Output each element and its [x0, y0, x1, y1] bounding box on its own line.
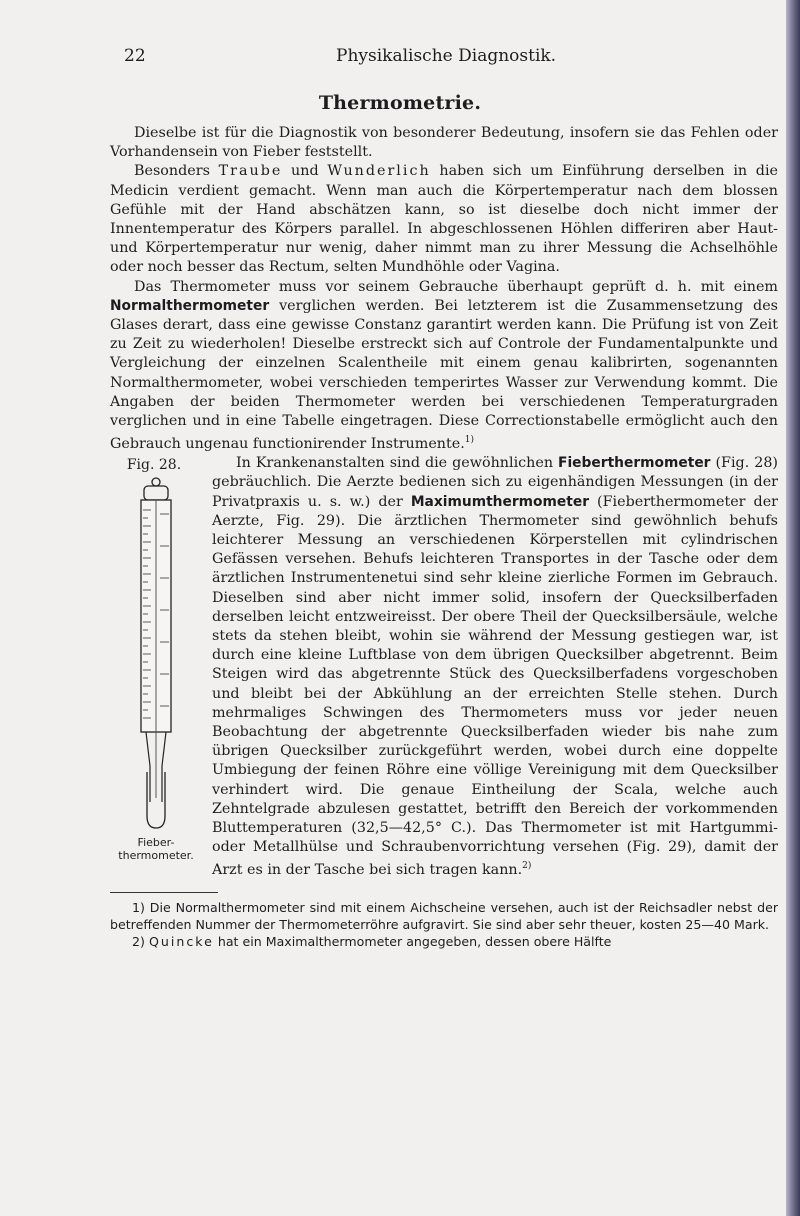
footnote-1: 1) Die Normalthermometer sind mit einem Aichscheine versehen, auch ist der Reichsadler nebst der betreffenden Nummer der Thermometerröhre aufgravirt. Sie sind aber sehr theuer, kosten 25—40 Mark.	[110, 900, 778, 933]
author-traube: Traube	[218, 163, 283, 180]
text-run: haben sich um Einführung derselben in die Medicin verdient gemacht. Wenn man auch die Körpertemperatur nach dem blossen Gefühle mit der Hand abschätzen kann, so ist dieselbe doch nicht immer der Innentemperatur des Körpers parallel. In abgeschlossenen Höhlen differiren aber Haut- und Körpertemperatur nur wenig, daher nimmt man zu ihrer Messung die Achselhöhle oder noch besser das Rectum, selten Mundhöhle oder Vagina.	[110, 163, 778, 276]
figure-label: Fig. 28.	[126, 457, 182, 474]
text-run: hat ein Maximalthermometer angegeben, dessen obere Hälfte	[213, 934, 612, 950]
text-run: verglichen werden. Bei letzterem ist die Zusammensetzung des Glases derart, dass eine gewisse Constanz garantirt werden kann. Die Prüfung ist von Zeit zu Zeit zu wiederholen! Dieselbe erstreckt sich auf Controle der Fundamentalpunkte und Vergleichung der einzelnen Scalentheile mit einem genau kalibrirten, sogenannten Normalthermometer, wobei verschieden temperirtes Wasser zur Verwendung kommt. Die Angaben der beiden Thermometer werden bei verschiedenen Temperaturgraden verglichen und in eine Tabelle eingetragen. Diese Correctionstabelle ermöglicht auch den Gebrauch ungenau functionirender Instrumente.	[110, 297, 778, 453]
fever-thermometer-illustration	[134, 476, 178, 832]
term-maximumthermometer: Maximumthermometer	[410, 493, 589, 510]
page-number: 22	[124, 46, 146, 66]
page-header	[110, 46, 760, 68]
footnote-2	[110, 933, 778, 950]
term-normalthermometer: Normalthermometer	[110, 297, 270, 314]
paragraph-2	[110, 162, 778, 277]
book-spine-edge	[786, 0, 800, 1216]
footnote-divider	[110, 892, 218, 893]
text-run: Das Thermometer muss vor seinem Gebrauche überhaupt geprüft d. h. mit einem	[134, 278, 778, 295]
author-quincke: Quincke	[148, 934, 214, 950]
text-run: und	[282, 163, 328, 180]
text-run: (Fieberthermometer der Aerzte, Fig. 29). Die ärztlichen Thermometer sind gewöhnlich behufs leichterer Messung an verschiedenen Körperstellen mit cylindrischen Gefässen versehen. Behufs leichteren Transportes in der Tasche oder dem ärztlichen Instrumentenetui sind sehr kleine zierliche Formen im Gebrauch. Dieselben sind aber nicht immer solid, insofern der Quecksilberfaden derselben leicht entzweireisst. Der obere Theil der Quecksilbersäule, welche stets da stehen bleibt, wohin sie während der Messung gestiegen war, ist durch eine kleine Luftblase von dem übrigen Quecksilber abgetrennt. Beim Steigen wird das abgetrennte Stück des Quecksilberfadens vorgeschoben und bleibt bei der Abkühlung an der erreichten Stelle stehen. Durch mehrmaliges Schwingen des Thermometers muss vor jeder neuen Beobachtung der abgetrennte Quecksilberfaden wieder bis nahe zum übrigen Quecksilber zurückgeführt werden, wobei durch eine doppelte Umbiegung der feinen Röhre eine völlige Vereinigung mit dem Quecksilber verhindert wird. Die genaue Eintheilung der Scala, welche auch Zehntelgrade abzulesen gestattet, betrifft den Bereich der vorkommenden Bluttemperaturen (32,5—42,5° C.). Das Thermometer ist mit Hartgummi- oder Metallhülse und Schraubenvorrichtung versehen (Fig. 29), damit der Arzt es in der Tasche bei sich tragen kann.	[212, 493, 778, 879]
footnotes	[110, 899, 778, 950]
paragraph-1: Dieselbe ist für die Diagnostik von besonderer Bedeutung, insofern sie das Fehlen oder Vorhandensein von Fieber feststellt.	[110, 125, 778, 161]
body-text	[110, 124, 778, 950]
author-wunderlich: Wunderlich	[327, 163, 431, 180]
text-run: Besonders	[134, 163, 219, 180]
figure-caption	[108, 836, 204, 862]
caption-line: Fieber-	[137, 836, 175, 850]
figure-28	[108, 454, 204, 874]
section-title: Thermometrie.	[318, 92, 482, 114]
footnote-ref-1: 1)	[464, 435, 474, 446]
text-run: 2)	[132, 934, 149, 950]
paragraph-3	[110, 278, 778, 455]
text-run: In Krankenanstalten sind die gewöhnlichen	[236, 455, 559, 472]
running-title: Physikalische Diagnostik.	[336, 46, 557, 66]
text-run: (Fig. 28) gebräuchlich. Die Aerzte bedienen sich zu eigenhändigen Messungen (in der Privatpraxis u. s. w.) der	[212, 455, 778, 510]
paragraph-4	[110, 454, 778, 880]
caption-line: thermometer.	[118, 849, 194, 863]
term-fieberthermometer: Fieberthermometer	[558, 455, 711, 472]
footnote-ref-2: 2)	[522, 861, 532, 872]
